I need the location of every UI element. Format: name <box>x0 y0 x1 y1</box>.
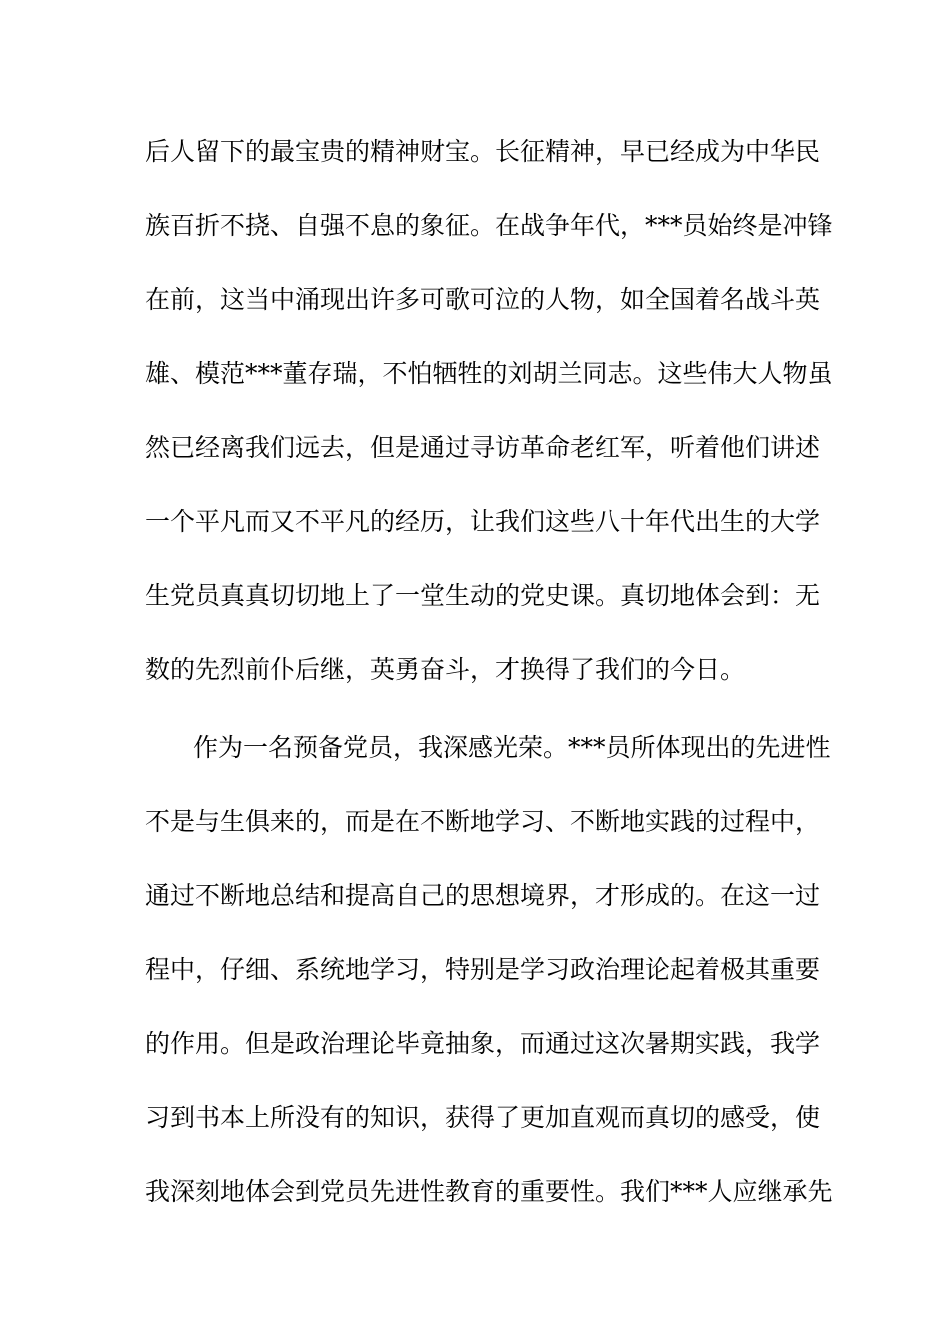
text-line: 在前，这当中涌现出许多可歌可泣的人物，如全国着名战斗英 <box>145 285 821 314</box>
text-line: 程中，仔细、系统地学习，特别是学习政治理论起着极其重要 <box>145 955 821 984</box>
text-line: 通过不断地总结和提高自己的思想境界，才形成的。在这一过 <box>145 881 821 910</box>
text-line: 习到书本上所没有的知识，获得了更加直观而真切的感受，使 <box>145 1103 821 1132</box>
text-line: 族百折不挠、自强不息的象征。在战争年代，***员始终是冲锋 <box>145 211 833 240</box>
text-line: 不是与生俱来的，而是在不断地学习、不断地实践的过程中， <box>145 807 821 836</box>
text-line: 数的先烈前仆后继，英勇奋斗，才换得了我们的今日。 <box>145 655 746 684</box>
text-line: 我深刻地体会到党员先进性教育的重要性。我们***人应继承先 <box>145 1177 833 1206</box>
text-line: 的作用。但是政治理论毕竟抽象，而通过这次暑期实践，我学 <box>145 1029 821 1058</box>
text-line: 然已经离我们远去，但是通过寻访革命老红军，听着他们讲述 <box>145 433 821 462</box>
text-line: 作为一名预备党员，我深感光荣。***员所体现出的先进性 <box>193 733 831 762</box>
text-line: 后人留下的最宝贵的精神财宝。长征精神，早已经成为中华民 <box>145 137 821 166</box>
text-line: 一个平凡而又不平凡的经历，让我们这些八十年代出生的大学 <box>145 507 821 536</box>
text-line: 雄、模范***董存瑞，不怕牺牲的刘胡兰同志。这些伟大人物虽 <box>145 359 833 388</box>
text-line: 生党员真真切切地上了一堂生动的党史课。真切地体会到：无 <box>145 581 821 610</box>
